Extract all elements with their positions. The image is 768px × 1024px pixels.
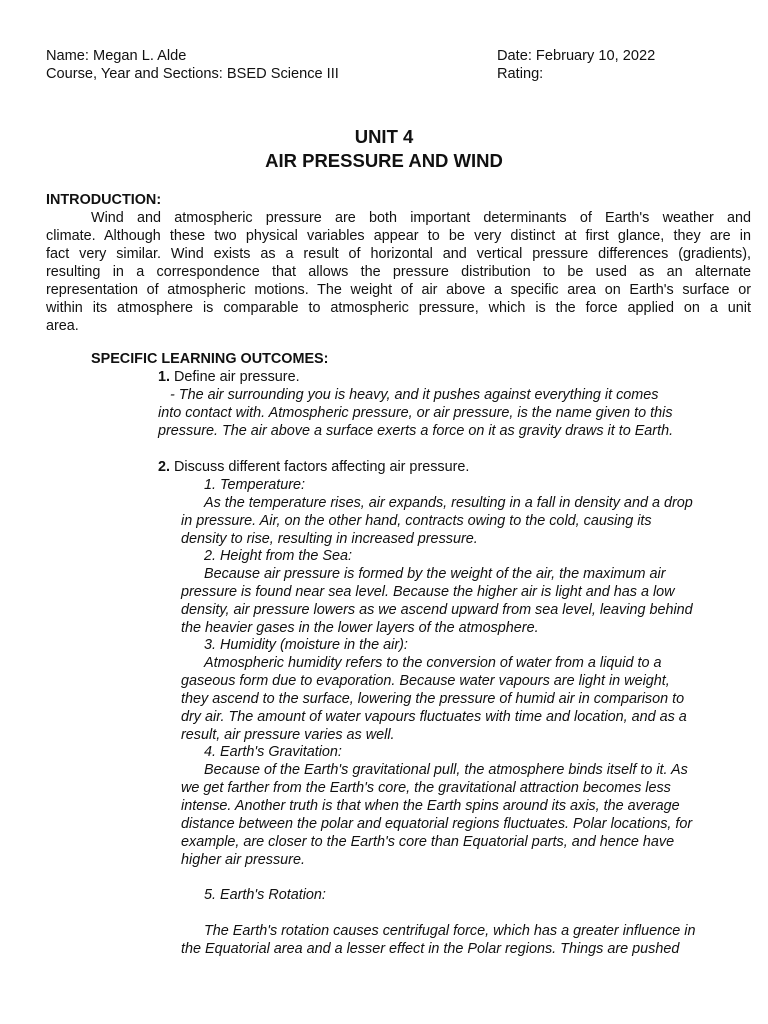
outcome-1-line: - The air surrounding you is heavy, and it pushes against everything it comes bbox=[170, 387, 659, 403]
factor-line: in pressure. Air, on the other hand, contracts owing to the cold, causing its bbox=[181, 513, 652, 529]
outcome-text: Discuss different factors affecting air pressure. bbox=[170, 459, 470, 475]
intro-line: fact very similar. Wind exists as a result of horizontal and vertical pressure differences (gradients), bbox=[46, 246, 751, 262]
student-name: Name: Megan L. Alde bbox=[46, 48, 187, 64]
course-year-section: Course, Year and Sections: BSED Science III bbox=[46, 66, 339, 82]
factor-label: 3. Humidity (moisture in the air): bbox=[204, 637, 408, 653]
outcome-number: 1. bbox=[158, 369, 171, 385]
outcome-1-line: pressure. The air above a surface exerts a force on it as gravity draws it to Earth. bbox=[158, 423, 674, 439]
factor-line: density to rise, resulting in increased pressure. bbox=[181, 531, 478, 547]
factor-line: result, air pressure varies as well. bbox=[181, 727, 395, 743]
factor-line: pressure is found near sea level. Because the higher air is light and has a low bbox=[181, 584, 675, 600]
factor-line: Atmospheric humidity refers to the conversion of water from a liquid to a bbox=[204, 655, 662, 671]
intro-line: climate. Although these two physical variables appear to be very distinct at first glance, they are in bbox=[46, 228, 751, 244]
intro-line: representation of atmospheric motions. The weight of air above a specific area on Earth's surface or bbox=[46, 282, 751, 298]
factor-line: The Earth's rotation causes centrifugal force, which has a greater influence in bbox=[204, 923, 696, 939]
factor-line: distance between the polar and equatorial regions fluctuates. Polar locations, for bbox=[181, 816, 693, 832]
intro-line: within its atmosphere is comparable to atmospheric pressure, which is the force applied on a unit bbox=[46, 300, 751, 316]
factor-line: example, are closer to the Earth's core than Equatorial parts, and hence have bbox=[181, 834, 675, 850]
outcome-1 bbox=[158, 368, 300, 386]
factor-label: 2. Height from the Sea: bbox=[204, 548, 352, 564]
factor-line: the Equatorial area and a lesser effect in the Polar regions. Things are pushed bbox=[181, 941, 680, 957]
rating: Rating: bbox=[497, 66, 544, 82]
factor-label: 5. Earth's Rotation: bbox=[204, 887, 326, 903]
factor-line: As the temperature rises, air expands, resulting in a fall in density and a drop bbox=[204, 495, 693, 511]
unit-subject: AIR PRESSURE AND WIND bbox=[265, 150, 503, 171]
factor-label: 4. Earth's Gravitation: bbox=[204, 744, 342, 760]
outcome-1-line: into contact with. Atmospheric pressure, or air pressure, is the name given to this bbox=[158, 405, 673, 421]
outcome-number: 2. bbox=[158, 459, 171, 475]
factor-line: the heavier gases in the lower layers of the atmosphere. bbox=[181, 620, 539, 636]
outcomes-heading: SPECIFIC LEARNING OUTCOMES: bbox=[91, 351, 329, 367]
outcome-2 bbox=[158, 458, 469, 476]
factor-line: they ascend to the surface, lowering the pressure of humid air in comparison to bbox=[181, 691, 685, 707]
introduction-heading: INTRODUCTION: bbox=[46, 192, 162, 208]
factor-line: higher air pressure. bbox=[181, 852, 305, 868]
factor-line: Because air pressure is formed by the weight of the air, the maximum air bbox=[204, 566, 666, 582]
factor-line: we get farther from the Earth's core, the gravitational attraction becomes less bbox=[181, 780, 671, 796]
factor-line: dry air. The amount of water vapours fluctuates with time and location, and as a bbox=[181, 709, 687, 725]
intro-line: Wind and atmospheric pressure are both important determinants of Earth's weather and bbox=[91, 210, 751, 226]
unit-title: UNIT 4 bbox=[354, 126, 414, 147]
date: Date: February 10, 2022 bbox=[497, 48, 656, 64]
factor-line: Because of the Earth's gravitational pull, the atmosphere binds itself to it. As bbox=[204, 762, 688, 778]
factor-line: density, air pressure lowers as we ascend upward from sea level, leaving behind bbox=[181, 602, 693, 618]
outcome-text: Define air pressure. bbox=[170, 369, 300, 385]
intro-line: resulting in a correspondence that allows the pressure distribution to be used as an alternate bbox=[46, 264, 751, 280]
factor-label: 1. Temperature: bbox=[204, 477, 306, 493]
factor-line: intense. Another truth is that when the Earth spins around its axis, the average bbox=[181, 798, 680, 814]
intro-line: area. bbox=[46, 318, 79, 334]
factor-line: gaseous form due to evaporation. Because water vapours are light in weight, bbox=[181, 673, 670, 689]
